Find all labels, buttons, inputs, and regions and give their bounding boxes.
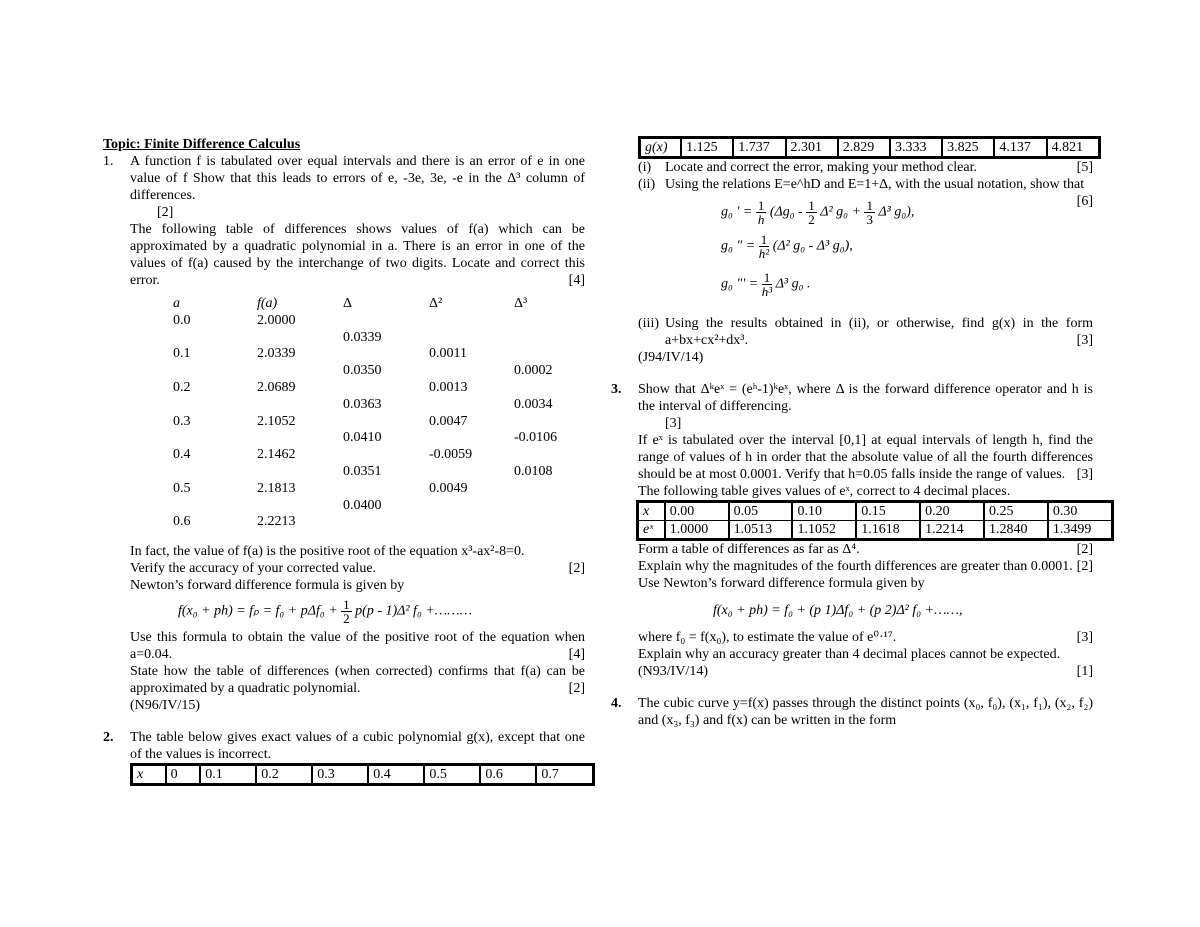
q3-reference: (N93/IV/14) [1] bbox=[638, 664, 1093, 679]
q1-paragraph-3a: In fact, the value of f(a) is the positive root of the equation x³-ax²-8=0. bbox=[130, 544, 525, 559]
diff-d2-value: 0.0011 bbox=[429, 346, 467, 362]
q2-g-cell: 2.829 bbox=[838, 138, 890, 158]
q3-ex-cell: 1.2840 bbox=[984, 521, 1048, 540]
q3-paragraph-3: The following table gives values of eˣ, correct to 4 decimal places. bbox=[638, 484, 1011, 499]
q4-paragraph-1: The cubic curve y=f(x) passes through the distinct points (x₀, f₀), (x₁, f₁), (x₂, f₂) and (x₃, f₃) and f(x) can be written in the form bbox=[638, 696, 1093, 728]
diff-f-value: 2.1052 bbox=[257, 413, 296, 429]
diff-a-value: 0.3 bbox=[173, 413, 191, 429]
diff-d2-value: 0.0049 bbox=[429, 480, 468, 496]
q2-paragraph-1: The table below gives exact values of a cubic polynomial g(x), except that one of the values is incorrect. bbox=[130, 730, 585, 762]
q2-g-cell: 1.737 bbox=[733, 138, 785, 158]
q2-x-cell: 0.4 bbox=[368, 765, 424, 785]
q1-paragraph-6-mark: [2] bbox=[568, 681, 585, 696]
q2-x-cell: x bbox=[132, 765, 166, 785]
q2-g-table bbox=[638, 136, 1101, 159]
q3-x-cell: 0.20 bbox=[920, 502, 984, 521]
question-2-number: 2. bbox=[103, 730, 114, 745]
q3-continued bbox=[611, 541, 1093, 680]
diff-header: Δ bbox=[343, 296, 353, 311]
q1-paragraph-1: A function f is tabulated over equal intervals and there is an error of e in one value of f Show that this leads to errors of e, -3e, 3e, -e in the Δ³ column of differences. bbox=[130, 154, 585, 203]
q2-x-cell: 0 bbox=[166, 765, 201, 785]
equation-g0-triple-prime: g₀ "' = $\frac{1}{\text{h³}}$ Δ³ g₀ . bbox=[721, 270, 811, 299]
q2-x-table bbox=[130, 763, 595, 786]
q3-x-cell: 0.30 bbox=[1048, 502, 1113, 521]
right-column bbox=[611, 136, 1093, 729]
q3-ex-cell: 1.2214 bbox=[920, 521, 984, 540]
diff-a-value: 0.1 bbox=[173, 346, 191, 362]
diff-d3-value: 0.0034 bbox=[514, 396, 553, 412]
left-column bbox=[103, 136, 585, 786]
q2-g-cell: 3.333 bbox=[890, 138, 942, 158]
q3-x-cell: 0.10 bbox=[792, 502, 856, 521]
q1-reference: (N96/IV/15) bbox=[130, 698, 200, 713]
difference-table bbox=[130, 295, 585, 533]
q3-x-cell: x bbox=[638, 502, 665, 521]
diff-f-value: 2.1813 bbox=[257, 480, 296, 496]
q3-x-cell: 0.15 bbox=[856, 502, 920, 521]
q3-ex-cell: eˣ bbox=[638, 521, 665, 540]
question-2 bbox=[103, 729, 585, 786]
diff-d1-value: 0.0410 bbox=[343, 430, 382, 446]
diff-header: Δ² bbox=[429, 296, 443, 311]
diff-d3-value: 0.0002 bbox=[514, 363, 553, 379]
q1-paragraph-2: The following table of differences shows values of f(a) which can be approximated by a quadratic polynomial in a. There is an error in one of the values of f(a) caused by the interchange of two digits. Locate and correct this error. [4] bbox=[130, 222, 585, 288]
q2-x-cell: 0.3 bbox=[312, 765, 368, 785]
q3-exp-table bbox=[636, 500, 1114, 541]
q1-paragraph-5-mark: [4] bbox=[568, 647, 585, 662]
q2-continued bbox=[611, 159, 1093, 366]
q3-paragraph-4: Form a table of differences as far as Δ⁴. [2] bbox=[638, 542, 1093, 557]
q3-paragraph-1-mark: [3] bbox=[665, 416, 682, 431]
q3-paragraph-5: Explain why the magnitudes of the fourth differences are greater than 0.0001. [2] bbox=[638, 559, 1093, 574]
question-4 bbox=[611, 695, 1093, 729]
diff-header: a bbox=[173, 296, 180, 311]
q2-x-cell: 0.5 bbox=[424, 765, 480, 785]
q1-paragraph-3b-mark: [2] bbox=[568, 561, 585, 576]
q2-g-cell: 4.137 bbox=[994, 138, 1046, 158]
question-4-number: 4. bbox=[611, 696, 622, 711]
question-3-number: 3. bbox=[611, 382, 622, 397]
diff-d3-value: 0.0108 bbox=[514, 464, 553, 479]
question-1 bbox=[103, 153, 585, 714]
equation-g0-prime: g₀ ' = $\frac{1}{h}$ (Δg₀ - $\frac{1}{2}$ Δ² g₀ + $\frac{1}{3}$ Δ³ g₀), bbox=[721, 198, 915, 227]
q3-ex-row bbox=[638, 521, 1113, 540]
diff-f-value: 2.0339 bbox=[257, 346, 296, 362]
q3-ex-cell: 1.0000 bbox=[665, 521, 729, 540]
diff-d1-value: 0.0350 bbox=[343, 363, 382, 379]
diff-d2-value: -0.0059 bbox=[429, 447, 473, 463]
q2-x-cell: 0.1 bbox=[200, 765, 256, 785]
diff-d1-value: 0.0351 bbox=[343, 464, 382, 479]
q3-x-cell: 0.00 bbox=[665, 502, 729, 521]
diff-a-value: 0.4 bbox=[173, 447, 191, 463]
q2-x-cell: 0.6 bbox=[480, 765, 536, 785]
q3-paragraph-7: where f₀ = f(x₀), to estimate the value of e⁰·¹⁷. [3] bbox=[638, 630, 1093, 645]
equation-g0-double-prime: g₀ " = $\frac{1}{\text{h²}}$ (Δ² g₀ - Δ³ g₀), bbox=[721, 232, 853, 261]
diff-f-value: 2.2213 bbox=[257, 514, 296, 530]
diff-a-value: 0.5 bbox=[173, 480, 191, 496]
diff-d1-value: 0.0363 bbox=[343, 396, 382, 412]
q1-paragraph-3b: Verify the accuracy of your corrected value. [2] bbox=[130, 561, 585, 576]
diff-header: Δ³ bbox=[514, 296, 528, 311]
q2-g-cell: 4.821 bbox=[1047, 138, 1100, 158]
q1-paragraph-1-mark: [2] bbox=[157, 205, 174, 220]
q1-paragraph-5: Use this formula to obtain the value of the positive root of the equation when a=0.04. [4] bbox=[130, 630, 585, 662]
q3-ex-cell: 1.3499 bbox=[1048, 521, 1113, 540]
diff-d2-value: 0.0013 bbox=[429, 380, 468, 395]
q1-paragraph-2-mark: [4] bbox=[568, 273, 585, 288]
diff-a-value: 0.0 bbox=[173, 312, 191, 328]
q2-g-cell: 3.825 bbox=[942, 138, 994, 158]
q2-x-cell: 0.7 bbox=[536, 765, 593, 785]
q3-x-cell: 0.25 bbox=[984, 502, 1048, 521]
topic-heading: Topic: Finite Difference Calculus bbox=[103, 137, 301, 152]
q3-x-cell: 0.05 bbox=[729, 502, 793, 521]
q2-g-cell: g(x) bbox=[640, 138, 682, 158]
newton-formula-1: f(x₀ + ph) = fₚ = f₀ + pΔf₀ + $\frac{1}{2}$ p(p - 1)Δ² f₀ +……… bbox=[178, 597, 473, 626]
diff-a-value: 0.6 bbox=[173, 514, 191, 530]
q3-ex-cell: 1.1052 bbox=[792, 521, 856, 540]
diff-d1-value: 0.0339 bbox=[343, 329, 382, 345]
derivative-equations bbox=[638, 199, 1093, 309]
diff-a-value: 0.2 bbox=[173, 380, 191, 395]
q2-g-row bbox=[640, 138, 1100, 158]
q2-g-cell: 1.125 bbox=[681, 138, 733, 158]
q3-paragraph-1: Show that Δᵏeˣ = (eʰ-1)ᵏeˣ, where Δ is the forward difference operator and h is the interval of differencing. bbox=[638, 382, 1093, 414]
q3-paragraph-6: Use Newton’s forward difference formula given by bbox=[638, 576, 925, 591]
q1-paragraph-4: Newton’s forward difference formula is given by bbox=[130, 578, 405, 593]
diff-d1-value: 0.0400 bbox=[343, 497, 382, 513]
question-3 bbox=[611, 381, 1093, 500]
diff-f-value: 2.0000 bbox=[257, 312, 296, 328]
q3-paragraph-2: If eˣ is tabulated over the interval [0,1] at equal intervals of length h, find the range of values of h in order that the absolute value of all the fourth differences should be at most 0.0001. Verify that h=0.05 falls inside the range of values. [3] bbox=[638, 433, 1093, 482]
q1-paragraph-6: State how the table of differences (when corrected) confirms that f(a) can be approximated by a quadratic polynomial. [2] bbox=[130, 664, 585, 696]
q2-g-cell: 2.301 bbox=[786, 138, 838, 158]
q2-part-ii: (ii) Using the relations E=e^hD and E=1+Δ, with the usual notation, show that [6] bbox=[638, 177, 1093, 209]
q2-part-iii: (iii) Using the results obtained in (ii), or otherwise, find g(x) in the form a+bx+cx²+dx³. [3] bbox=[638, 316, 1093, 348]
q3-paragraph-8: Explain why an accuracy greater than 4 decimal places cannot be expected. bbox=[638, 647, 1061, 662]
diff-f-value: 2.0689 bbox=[257, 380, 296, 395]
newton-formula-2: f(x₀ + ph) = f₀ + (p 1)Δf₀ + (p 2)Δ² f₀ +……, bbox=[713, 603, 963, 618]
fraction-half: $\frac{1}{2}$ bbox=[343, 597, 350, 626]
q2-part-i: (i) Locate and correct the error, making your method clear. [5] bbox=[638, 160, 1093, 175]
q2-reference: (J94/IV/14) bbox=[638, 350, 704, 365]
q2-x-cell: 0.2 bbox=[256, 765, 312, 785]
question-1-number: 1. bbox=[103, 154, 114, 169]
q3-ex-cell: 1.0513 bbox=[729, 521, 793, 540]
q2-x-row bbox=[132, 765, 594, 785]
diff-header: f(a) bbox=[257, 296, 278, 311]
diff-f-value: 2.1462 bbox=[257, 447, 296, 463]
diff-d3-value: -0.0106 bbox=[514, 430, 558, 446]
diff-d2-value: 0.0047 bbox=[429, 413, 468, 429]
q3-x-row bbox=[638, 502, 1113, 521]
q3-ex-cell: 1.1618 bbox=[856, 521, 920, 540]
